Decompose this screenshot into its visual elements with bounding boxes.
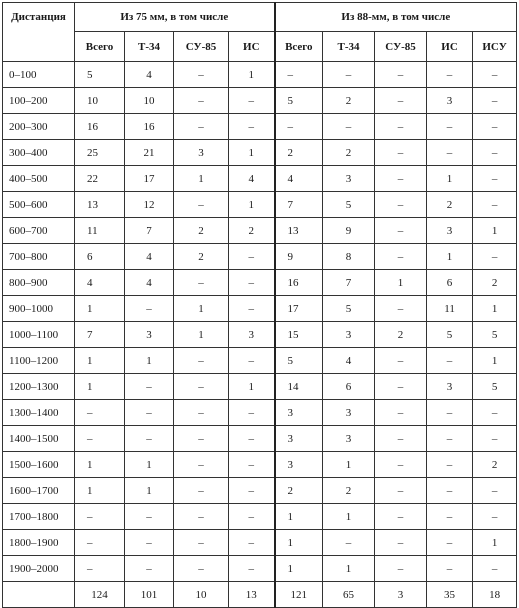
header-88-isu: ИСУ bbox=[473, 32, 517, 62]
header-75-su85: СУ-85 bbox=[174, 32, 229, 62]
cell-88mm: – bbox=[427, 452, 473, 478]
cell-88mm: – bbox=[427, 348, 473, 374]
cell-75mm: 1 bbox=[75, 296, 125, 322]
cell-75mm: 1 bbox=[75, 348, 125, 374]
table-row bbox=[3, 114, 517, 140]
table-body bbox=[3, 62, 517, 608]
cell-88mm: 1 bbox=[473, 530, 517, 556]
row-distance-cell: 0–100 bbox=[3, 62, 75, 88]
table-row bbox=[3, 244, 517, 270]
cell-88mm: 5 bbox=[323, 296, 375, 322]
cell-88mm: – bbox=[375, 348, 427, 374]
cell-75mm: – bbox=[174, 192, 229, 218]
cell-88mm: 5 bbox=[323, 192, 375, 218]
cell-88mm: 3 bbox=[323, 322, 375, 348]
cell-75mm: 7 bbox=[125, 218, 174, 244]
header-group-75mm: Из 75 мм, в том числе bbox=[75, 3, 275, 32]
row-distance-cell: 500–600 bbox=[3, 192, 75, 218]
total-88mm: 3 bbox=[375, 582, 427, 608]
cell-75mm: 1 bbox=[229, 140, 275, 166]
cell-88mm: – bbox=[375, 244, 427, 270]
cell-75mm: – bbox=[174, 62, 229, 88]
table-row bbox=[3, 426, 517, 452]
cell-88mm: – bbox=[375, 426, 427, 452]
cell-75mm: – bbox=[125, 426, 174, 452]
row-distance-cell: 1800–1900 bbox=[3, 530, 75, 556]
cell-75mm: – bbox=[229, 556, 275, 582]
cell-75mm: 4 bbox=[229, 166, 275, 192]
cell-88mm: – bbox=[473, 88, 517, 114]
header-group-row bbox=[3, 3, 517, 32]
total-75mm: 10 bbox=[174, 582, 229, 608]
cell-75mm: – bbox=[174, 478, 229, 504]
cell-75mm: – bbox=[229, 348, 275, 374]
cell-88mm: 5 bbox=[473, 374, 517, 400]
cell-75mm: – bbox=[229, 114, 275, 140]
cell-88mm: 2 bbox=[275, 140, 323, 166]
cell-88mm: – bbox=[375, 192, 427, 218]
cell-75mm: – bbox=[174, 452, 229, 478]
table-row bbox=[3, 270, 517, 296]
total-88mm: 121 bbox=[275, 582, 323, 608]
cell-75mm: – bbox=[174, 374, 229, 400]
cell-88mm: – bbox=[473, 244, 517, 270]
cell-88mm: – bbox=[375, 140, 427, 166]
cell-88mm: – bbox=[323, 530, 375, 556]
cell-88mm: 2 bbox=[375, 322, 427, 348]
cell-75mm: – bbox=[229, 88, 275, 114]
cell-88mm: – bbox=[427, 504, 473, 530]
cell-75mm: 1 bbox=[174, 322, 229, 348]
total-75mm: 124 bbox=[75, 582, 125, 608]
cell-75mm: 5 bbox=[75, 62, 125, 88]
cell-75mm: 3 bbox=[125, 322, 174, 348]
header-distance: Дистанция bbox=[3, 3, 75, 62]
cell-75mm: – bbox=[229, 504, 275, 530]
cell-75mm: – bbox=[125, 504, 174, 530]
cell-75mm: 1 bbox=[174, 166, 229, 192]
cell-88mm: 5 bbox=[275, 348, 323, 374]
cell-75mm: – bbox=[125, 296, 174, 322]
cell-88mm: 3 bbox=[323, 166, 375, 192]
cell-88mm: – bbox=[473, 114, 517, 140]
cell-88mm: 5 bbox=[427, 322, 473, 348]
header-88-su85: СУ-85 bbox=[375, 32, 427, 62]
table-row bbox=[3, 140, 517, 166]
table-row bbox=[3, 348, 517, 374]
cell-88mm: 11 bbox=[427, 296, 473, 322]
table-row bbox=[3, 218, 517, 244]
cell-75mm: – bbox=[174, 400, 229, 426]
cell-75mm: – bbox=[174, 504, 229, 530]
header-75-total: Всего bbox=[75, 32, 125, 62]
total-75mm: 13 bbox=[229, 582, 275, 608]
cell-75mm: – bbox=[125, 374, 174, 400]
header-75-is: ИС bbox=[229, 32, 275, 62]
cell-75mm: 21 bbox=[125, 140, 174, 166]
cell-88mm: – bbox=[375, 166, 427, 192]
cell-88mm: 3 bbox=[275, 426, 323, 452]
cell-88mm: 1 bbox=[473, 348, 517, 374]
cell-75mm: – bbox=[174, 426, 229, 452]
cell-75mm: 22 bbox=[75, 166, 125, 192]
cell-88mm: – bbox=[275, 114, 323, 140]
cell-75mm: 4 bbox=[125, 62, 174, 88]
cell-75mm: 2 bbox=[174, 218, 229, 244]
cell-88mm: – bbox=[473, 504, 517, 530]
cell-88mm: 6 bbox=[427, 270, 473, 296]
header-75-t34: Т-34 bbox=[125, 32, 174, 62]
cell-88mm: – bbox=[473, 192, 517, 218]
cell-75mm: 1 bbox=[229, 62, 275, 88]
cell-75mm: – bbox=[229, 270, 275, 296]
cell-88mm: 7 bbox=[275, 192, 323, 218]
cell-75mm: – bbox=[229, 426, 275, 452]
distance-hits-table bbox=[2, 2, 517, 608]
cell-75mm: 4 bbox=[125, 244, 174, 270]
row-distance-cell: 1900–2000 bbox=[3, 556, 75, 582]
cell-75mm: – bbox=[174, 556, 229, 582]
cell-88mm: 2 bbox=[275, 478, 323, 504]
cell-75mm: 1 bbox=[125, 478, 174, 504]
cell-75mm: 1 bbox=[125, 348, 174, 374]
table-row bbox=[3, 452, 517, 478]
cell-75mm: – bbox=[75, 426, 125, 452]
row-distance-cell: 1100–1200 bbox=[3, 348, 75, 374]
cell-75mm: – bbox=[229, 452, 275, 478]
cell-88mm: 13 bbox=[275, 218, 323, 244]
header-88-is: ИС bbox=[427, 32, 473, 62]
row-distance-cell: 1000–1100 bbox=[3, 322, 75, 348]
cell-88mm: 6 bbox=[323, 374, 375, 400]
total-88mm: 18 bbox=[473, 582, 517, 608]
total-88mm: 35 bbox=[427, 582, 473, 608]
cell-75mm: 13 bbox=[75, 192, 125, 218]
cell-75mm: – bbox=[75, 400, 125, 426]
cell-88mm: – bbox=[375, 530, 427, 556]
row-distance-cell: 1400–1500 bbox=[3, 426, 75, 452]
cell-88mm: 1 bbox=[375, 270, 427, 296]
cell-88mm: 4 bbox=[323, 348, 375, 374]
cell-88mm: – bbox=[427, 400, 473, 426]
cell-75mm: – bbox=[174, 114, 229, 140]
cell-88mm: 1 bbox=[473, 218, 517, 244]
table-row bbox=[3, 88, 517, 114]
cell-75mm: 7 bbox=[75, 322, 125, 348]
cell-75mm: 6 bbox=[75, 244, 125, 270]
cell-88mm: 3 bbox=[427, 374, 473, 400]
cell-75mm: 16 bbox=[125, 114, 174, 140]
cell-88mm: – bbox=[473, 478, 517, 504]
cell-75mm: – bbox=[125, 400, 174, 426]
cell-88mm: – bbox=[427, 426, 473, 452]
cell-88mm: 2 bbox=[323, 88, 375, 114]
cell-88mm: 3 bbox=[275, 452, 323, 478]
cell-88mm: – bbox=[375, 400, 427, 426]
cell-88mm: – bbox=[275, 62, 323, 88]
cell-75mm: 1 bbox=[229, 374, 275, 400]
cell-75mm: 1 bbox=[229, 192, 275, 218]
header-group-88mm: Из 88-мм, в том числе bbox=[275, 3, 517, 32]
cell-75mm: 1 bbox=[125, 452, 174, 478]
cell-88mm: 2 bbox=[323, 478, 375, 504]
row-distance-cell: 1300–1400 bbox=[3, 400, 75, 426]
row-distance-cell: 200–300 bbox=[3, 114, 75, 140]
cell-88mm: 2 bbox=[473, 270, 517, 296]
table-row bbox=[3, 374, 517, 400]
cell-88mm: 5 bbox=[473, 322, 517, 348]
cell-88mm: 7 bbox=[323, 270, 375, 296]
cell-88mm: – bbox=[427, 62, 473, 88]
cell-88mm: – bbox=[375, 374, 427, 400]
cell-75mm: 10 bbox=[125, 88, 174, 114]
cell-75mm: – bbox=[174, 348, 229, 374]
row-distance-cell: 1500–1600 bbox=[3, 452, 75, 478]
cell-88mm: – bbox=[323, 62, 375, 88]
cell-88mm: – bbox=[473, 140, 517, 166]
cell-88mm: – bbox=[375, 114, 427, 140]
cell-88mm: – bbox=[375, 218, 427, 244]
cell-75mm: 1 bbox=[75, 452, 125, 478]
cell-88mm: – bbox=[473, 62, 517, 88]
cell-88mm: 1 bbox=[473, 296, 517, 322]
table-row bbox=[3, 504, 517, 530]
cell-88mm: 1 bbox=[427, 166, 473, 192]
cell-88mm: – bbox=[427, 530, 473, 556]
cell-88mm: 3 bbox=[275, 400, 323, 426]
cell-75mm: – bbox=[75, 556, 125, 582]
row-distance-cell: 900–1000 bbox=[3, 296, 75, 322]
cell-88mm: 3 bbox=[323, 400, 375, 426]
table-row bbox=[3, 166, 517, 192]
cell-88mm: – bbox=[427, 478, 473, 504]
cell-88mm: 1 bbox=[275, 556, 323, 582]
cell-75mm: 3 bbox=[229, 322, 275, 348]
table-wrapper bbox=[2, 2, 517, 608]
cell-75mm: – bbox=[75, 504, 125, 530]
cell-88mm: 17 bbox=[275, 296, 323, 322]
cell-75mm: 1 bbox=[75, 478, 125, 504]
cell-88mm: – bbox=[323, 114, 375, 140]
cell-88mm: 9 bbox=[323, 218, 375, 244]
cell-88mm: – bbox=[375, 62, 427, 88]
cell-88mm: – bbox=[473, 166, 517, 192]
cell-88mm: 1 bbox=[323, 452, 375, 478]
table-row bbox=[3, 62, 517, 88]
table-row bbox=[3, 478, 517, 504]
cell-88mm: 1 bbox=[275, 530, 323, 556]
cell-75mm: 3 bbox=[174, 140, 229, 166]
row-distance-cell: 100–200 bbox=[3, 88, 75, 114]
cell-75mm: – bbox=[229, 400, 275, 426]
cell-88mm: 5 bbox=[275, 88, 323, 114]
cell-88mm: – bbox=[375, 296, 427, 322]
row-distance-cell: 800–900 bbox=[3, 270, 75, 296]
cell-88mm: 9 bbox=[275, 244, 323, 270]
cell-88mm: 8 bbox=[323, 244, 375, 270]
cell-75mm: – bbox=[229, 244, 275, 270]
cell-88mm: – bbox=[427, 114, 473, 140]
cell-88mm: – bbox=[375, 556, 427, 582]
cell-75mm: 2 bbox=[174, 244, 229, 270]
cell-88mm: 2 bbox=[427, 192, 473, 218]
cell-75mm: – bbox=[229, 530, 275, 556]
header-88-total: Всего bbox=[275, 32, 323, 62]
row-distance-cell: 400–500 bbox=[3, 166, 75, 192]
cell-75mm: – bbox=[75, 530, 125, 556]
total-88mm: 65 bbox=[323, 582, 375, 608]
cell-75mm: – bbox=[125, 556, 174, 582]
cell-75mm: 25 bbox=[75, 140, 125, 166]
cell-88mm: 14 bbox=[275, 374, 323, 400]
cell-88mm: 1 bbox=[323, 556, 375, 582]
cell-88mm: 3 bbox=[323, 426, 375, 452]
cell-88mm: 2 bbox=[473, 452, 517, 478]
cell-75mm: – bbox=[174, 530, 229, 556]
cell-88mm: 16 bbox=[275, 270, 323, 296]
cell-75mm: 11 bbox=[75, 218, 125, 244]
cell-88mm: – bbox=[375, 88, 427, 114]
cell-88mm: 3 bbox=[427, 218, 473, 244]
cell-75mm: – bbox=[125, 530, 174, 556]
table-row bbox=[3, 400, 517, 426]
row-distance-cell: 700–800 bbox=[3, 244, 75, 270]
cell-88mm: 1 bbox=[323, 504, 375, 530]
cell-88mm: 15 bbox=[275, 322, 323, 348]
cell-75mm: 12 bbox=[125, 192, 174, 218]
table-row bbox=[3, 556, 517, 582]
cell-75mm: 1 bbox=[174, 296, 229, 322]
cell-88mm: 4 bbox=[275, 166, 323, 192]
cell-88mm: 1 bbox=[427, 244, 473, 270]
cell-88mm: 1 bbox=[275, 504, 323, 530]
totals-label-cell bbox=[3, 582, 75, 608]
cell-75mm: 4 bbox=[75, 270, 125, 296]
row-distance-cell: 300–400 bbox=[3, 140, 75, 166]
cell-88mm: – bbox=[427, 140, 473, 166]
table-row bbox=[3, 296, 517, 322]
table-row bbox=[3, 192, 517, 218]
cell-88mm: 2 bbox=[323, 140, 375, 166]
cell-75mm: – bbox=[174, 88, 229, 114]
table-row bbox=[3, 322, 517, 348]
cell-75mm: 16 bbox=[75, 114, 125, 140]
cell-88mm: – bbox=[375, 504, 427, 530]
cell-75mm: 4 bbox=[125, 270, 174, 296]
row-distance-cell: 1700–1800 bbox=[3, 504, 75, 530]
cell-75mm: 1 bbox=[75, 374, 125, 400]
cell-75mm: – bbox=[229, 296, 275, 322]
cell-88mm: – bbox=[473, 400, 517, 426]
row-distance-cell: 1200–1300 bbox=[3, 374, 75, 400]
cell-88mm: – bbox=[427, 556, 473, 582]
row-distance-cell: 1600–1700 bbox=[3, 478, 75, 504]
header-sub-row bbox=[3, 32, 517, 62]
cell-88mm: – bbox=[473, 426, 517, 452]
cell-88mm: – bbox=[473, 556, 517, 582]
header-88-t34: Т-34 bbox=[323, 32, 375, 62]
cell-88mm: – bbox=[375, 478, 427, 504]
cell-75mm: 17 bbox=[125, 166, 174, 192]
cell-88mm: – bbox=[375, 452, 427, 478]
cell-75mm: 2 bbox=[229, 218, 275, 244]
row-distance-cell: 600–700 bbox=[3, 218, 75, 244]
cell-75mm: 10 bbox=[75, 88, 125, 114]
total-75mm: 101 bbox=[125, 582, 174, 608]
cell-88mm: 3 bbox=[427, 88, 473, 114]
totals-row bbox=[3, 582, 517, 608]
cell-75mm: – bbox=[229, 478, 275, 504]
cell-75mm: – bbox=[174, 270, 229, 296]
table-row bbox=[3, 530, 517, 556]
